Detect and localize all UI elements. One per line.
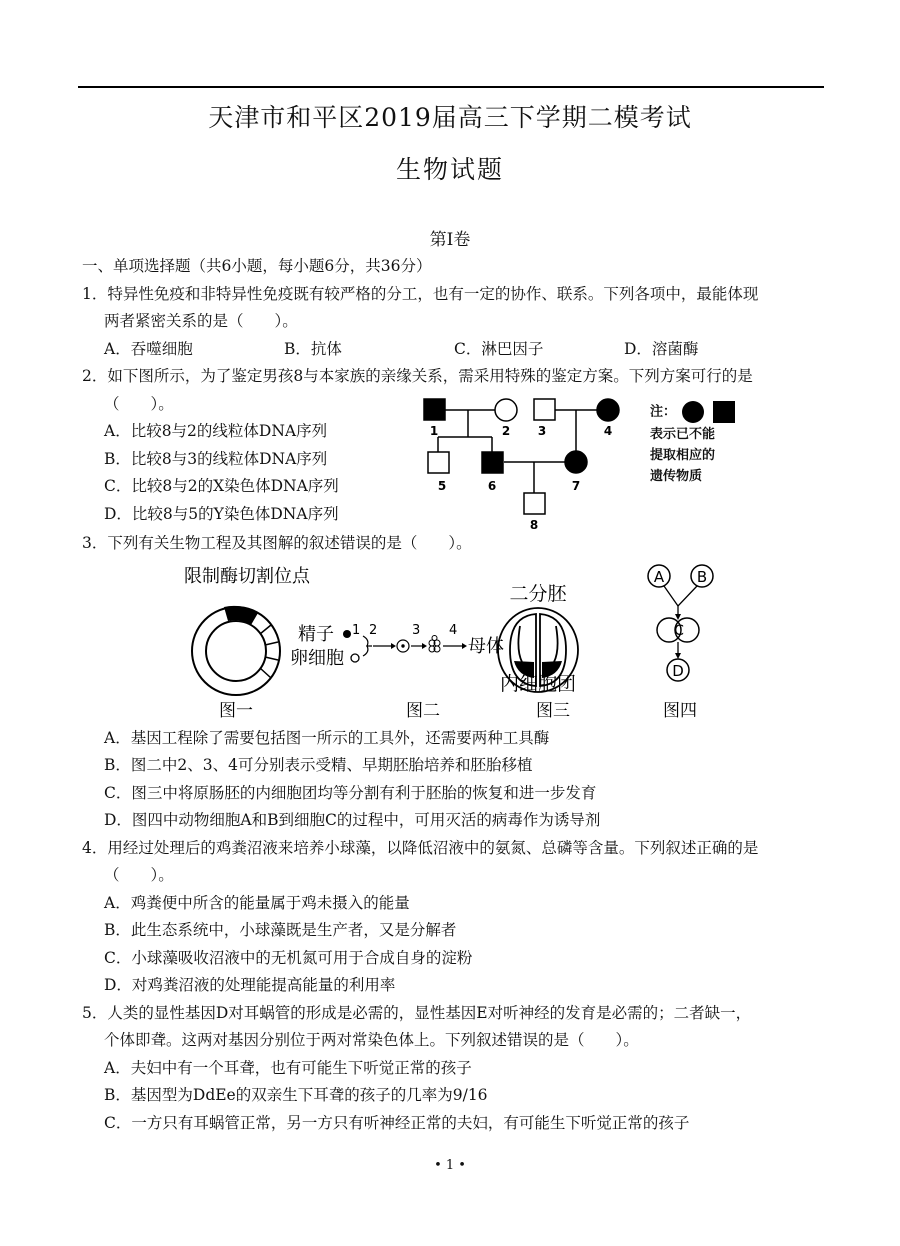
q3-option-d: D．图四中动物细胞A和B到细胞C的过程中，可用灭活的病毒作为诱导剂 (104, 811, 601, 829)
q1-option-d: D．溶菌酶 (624, 340, 699, 358)
pedigree-female-2 (495, 399, 517, 421)
egg-icon (351, 654, 359, 662)
egg-label: 卵细胞 (290, 648, 344, 669)
q4-stem: 4．用经过处理后的鸡粪沼液来培养小球藻，以降低沼液中的氨氮、总磷等含量。下列叙述正确的是 (82, 839, 759, 857)
q5-option-a: A．夫妇中有一个耳聋，也有可能生下听觉正常的孩子 (104, 1059, 472, 1077)
step-3: 3 (412, 623, 421, 638)
q4-option-c: C．小球藻吸收沼液中的无机氮可用于合成自身的淀粉 (104, 949, 473, 967)
q4-option-b: B．此生态系统中，小球藻既是生产者，又是分解者 (104, 921, 457, 939)
pedigree-male-1 (424, 399, 445, 420)
step-1: 1 (352, 623, 361, 638)
q2-option-a: A．比较8与2的线粒体DNA序列 (104, 422, 328, 440)
svg-text:A: A (653, 568, 665, 586)
q1-stem-cont: 两者紧密关系的是（ ）。 (104, 312, 298, 330)
q2-option-d: D．比较8与5的Y染色体DNA序列 (104, 505, 339, 523)
q3-option-c: C．图三中将原肠胚的内细胞团均等分割有利于胚胎的恢复和进一步发育 (104, 784, 597, 802)
pedigree-female-4 (597, 399, 619, 421)
inner-mass-label: 内细胞团 (499, 673, 577, 695)
pedigree-label-2: 2 (501, 424, 511, 438)
q2-option-c: C．比较8与2的X染色体DNA序列 (104, 477, 339, 495)
top-rule (78, 86, 824, 88)
fig3-caption: 图三 (536, 701, 570, 721)
note-line-2: 提取相应的 (650, 448, 716, 463)
mother-label: 母体 (468, 636, 504, 657)
split-embryo-label: 二分胚 (509, 583, 567, 605)
q1-option-c: C．淋巴因子 (454, 340, 544, 358)
pedigree-diagram (410, 390, 640, 535)
fig1-label: 限制酶切割位点 (184, 566, 310, 587)
volume-heading: 第Ⅰ卷 (429, 230, 471, 250)
step-4: 4 (449, 623, 458, 638)
pedigree-label-1: 1 (429, 424, 439, 438)
pedigree-note (650, 400, 739, 487)
early-embryo-icon (429, 636, 440, 653)
svg-text:B: B (696, 568, 708, 586)
sperm-label: 精子 (298, 624, 334, 645)
q4-stem-cont: （ ）。 (104, 866, 174, 884)
sperm-icon (343, 630, 351, 638)
pedigree-label-6: 6 (487, 479, 497, 493)
section-heading: 一、单项选择题（共6小题，每小题6分，共36分） (82, 257, 432, 275)
pedigree-label-7: 7 (571, 479, 581, 493)
note-symbols (681, 400, 739, 424)
exam-title: 天津市和平区2019届高三下学期二模考试 (208, 103, 692, 132)
q5-stem-cont: 个体即聋。这两对基因分别位于两对常染色体上。下列叙述错误的是（ ）。 (104, 1031, 639, 1049)
q1-option-a: A．吞噬细胞 (104, 340, 193, 358)
fig2-brace (363, 636, 372, 656)
pedigree-label-3: 3 (537, 424, 547, 438)
cell-c: C (674, 623, 684, 639)
svg-text:D: D (672, 662, 684, 680)
step-2: 2 (369, 623, 378, 638)
pedigree-female-7 (565, 451, 587, 473)
pedigree-male-3 (534, 399, 555, 420)
pedigree-label-8: 8 (529, 518, 539, 532)
q3-option-a: A．基因工程除了需要包括图一所示的工具外，还需要两种工具酶 (104, 729, 550, 747)
pedigree-label-4: 4 (603, 424, 613, 438)
exam-subtitle: 生物试题 (395, 155, 504, 184)
q5-stem: 5．人类的显性基因D对耳蜗管的形成是必需的，显性基因E对听神经的发育是必需的；二者缺一， (82, 1004, 752, 1022)
q3-option-b: B．图二中2、3、4可分别表示受精、早期胚胎培养和胚胎移植 (104, 756, 533, 774)
q1-stem: 1．特异性免疫和非特异性免疫既有较严格的分工，也有一定的协作、联系。下列各项中，最能体现 (82, 285, 759, 303)
note-title: 注： (650, 404, 677, 420)
pedigree-male-8 (524, 493, 545, 514)
q2-stem: 2．如下图所示，为了鉴定男孩8与本家族的亲缘关系，需采用特殊的鉴定方案。下列方案可行的是 (82, 367, 753, 385)
pedigree-label-5: 5 (437, 479, 447, 493)
q1-option-b: B．抗体 (284, 340, 342, 358)
note-line-3: 遗传物质 (650, 469, 703, 484)
q5-option-b: B．基因型为DdEe的双亲生下耳聋的孩子的几率为9/16 (104, 1086, 488, 1104)
q2-option-b: B．比较8与3的线粒体DNA序列 (104, 450, 328, 468)
pedigree-male-5 (428, 452, 449, 473)
pedigree-male-6 (482, 452, 503, 473)
fig2-caption: 图二 (406, 701, 440, 721)
q3-stem: 3．下列有关生物工程及其图解的叙述错误的是（ ）。 (82, 534, 472, 552)
page-number: • 1 • (434, 1158, 466, 1173)
q4-option-a: A．鸡粪便中所含的能量属于鸡未摄入的能量 (104, 894, 410, 912)
fig4-caption: 图四 (663, 701, 697, 721)
fig1-plasmid (192, 606, 280, 695)
q4-option-d: D．对鸡粪沼液的处理能提高能量的利用率 (104, 976, 396, 994)
fig1-caption: 图一 (219, 701, 253, 721)
q3-figures (180, 558, 720, 723)
note-line-1: 表示已不能 (650, 427, 716, 442)
q5-option-c: C．一方只有耳蜗管正常，另一方只有听神经正常的夫妇，有可能生下听觉正常的孩子 (104, 1114, 690, 1132)
q2-stem-cont: （ ）。 (104, 395, 174, 413)
